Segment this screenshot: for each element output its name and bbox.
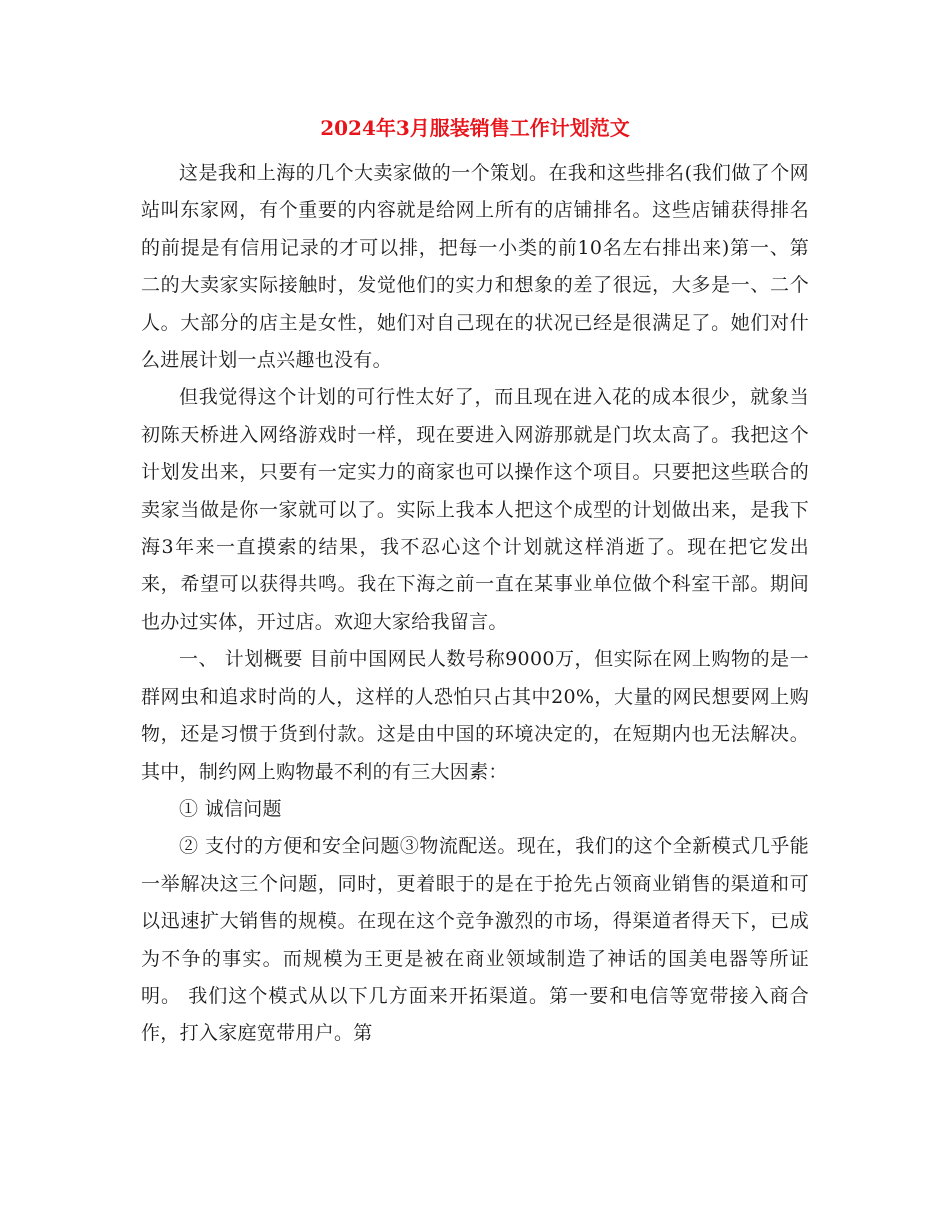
document-title: 2024年3月服装销售工作计划范文	[320, 116, 630, 140]
paragraph-item-payment-logistics: ② 支付的方便和安全问题③物流配送。现在，我们的这个全新模式几乎能一举解决这三个问题，同时，更着眼于的是在于抢先占领商业销售的渠道和可以迅速扩大销售的规模。在现在这个竞争激烈的市场，得渠道者得天下，已成为不争的事实。而规模为王更是被在商业领域制造了神话的国美电器等所证明。 我们这个模式从以下几方面来开拓渠道。第一要和电信等宽带接入商合作，打入家庭宽带用户。第	[141, 835, 809, 1045]
document-body	[141, 155, 809, 1053]
paragraph-item-integrity: ① 诚信问题	[179, 797, 282, 820]
paragraph-feasibility: 但我觉得这个计划的可行性太好了，而且现在进入花的成本很少，就象当初陈天桥进入网络游戏时一样，现在要进入网游那就是门坎太高了。我把这个计划发出来，只要有一定实力的商家也可以操作这个项目。只要把这些联合的卖家当做是你一家就可以了。实际上我本人把这个成型的计划做出来，是我下海3年来一直摸索的结果，我不忍心这个计划就这样消逝了。现在把它发出来，希望可以获得共鸣。我在下海之前一直在某事业单位做个科室干部。期间也办过实体，开过店。欢迎大家给我留言。	[141, 386, 809, 633]
paragraph-intro: 这是我和上海的几个大卖家做的一个策划。在我和这些排名(我们做了个网站叫东家网，有个重要的内容就是给网上所有的店铺排名。这些店铺获得排名的前提是有信用记录的才可以排，把每一小类的前10名左右排出来)第一、第二的大卖家实际接触时，发觉他们的实力和想象的差了很远，大多是一、二个人。大部分的店主是女性，她们对自己现在的状况已经是很满足了。她们对什么进展计划一点兴趣也没有。	[141, 162, 809, 372]
paragraph-plan-overview: 一、 计划概要 目前中国网民人数号称9000万，但实际在网上购物的是一群网虫和追求时尚的人，这样的人恐怕只占其中20%，大量的网民想要网上购物，还是习惯于货到付款。这是由中国的环境决定的，在短期内也无法解决。其中，制约网上购物最不利的有三大因素：	[141, 648, 809, 783]
